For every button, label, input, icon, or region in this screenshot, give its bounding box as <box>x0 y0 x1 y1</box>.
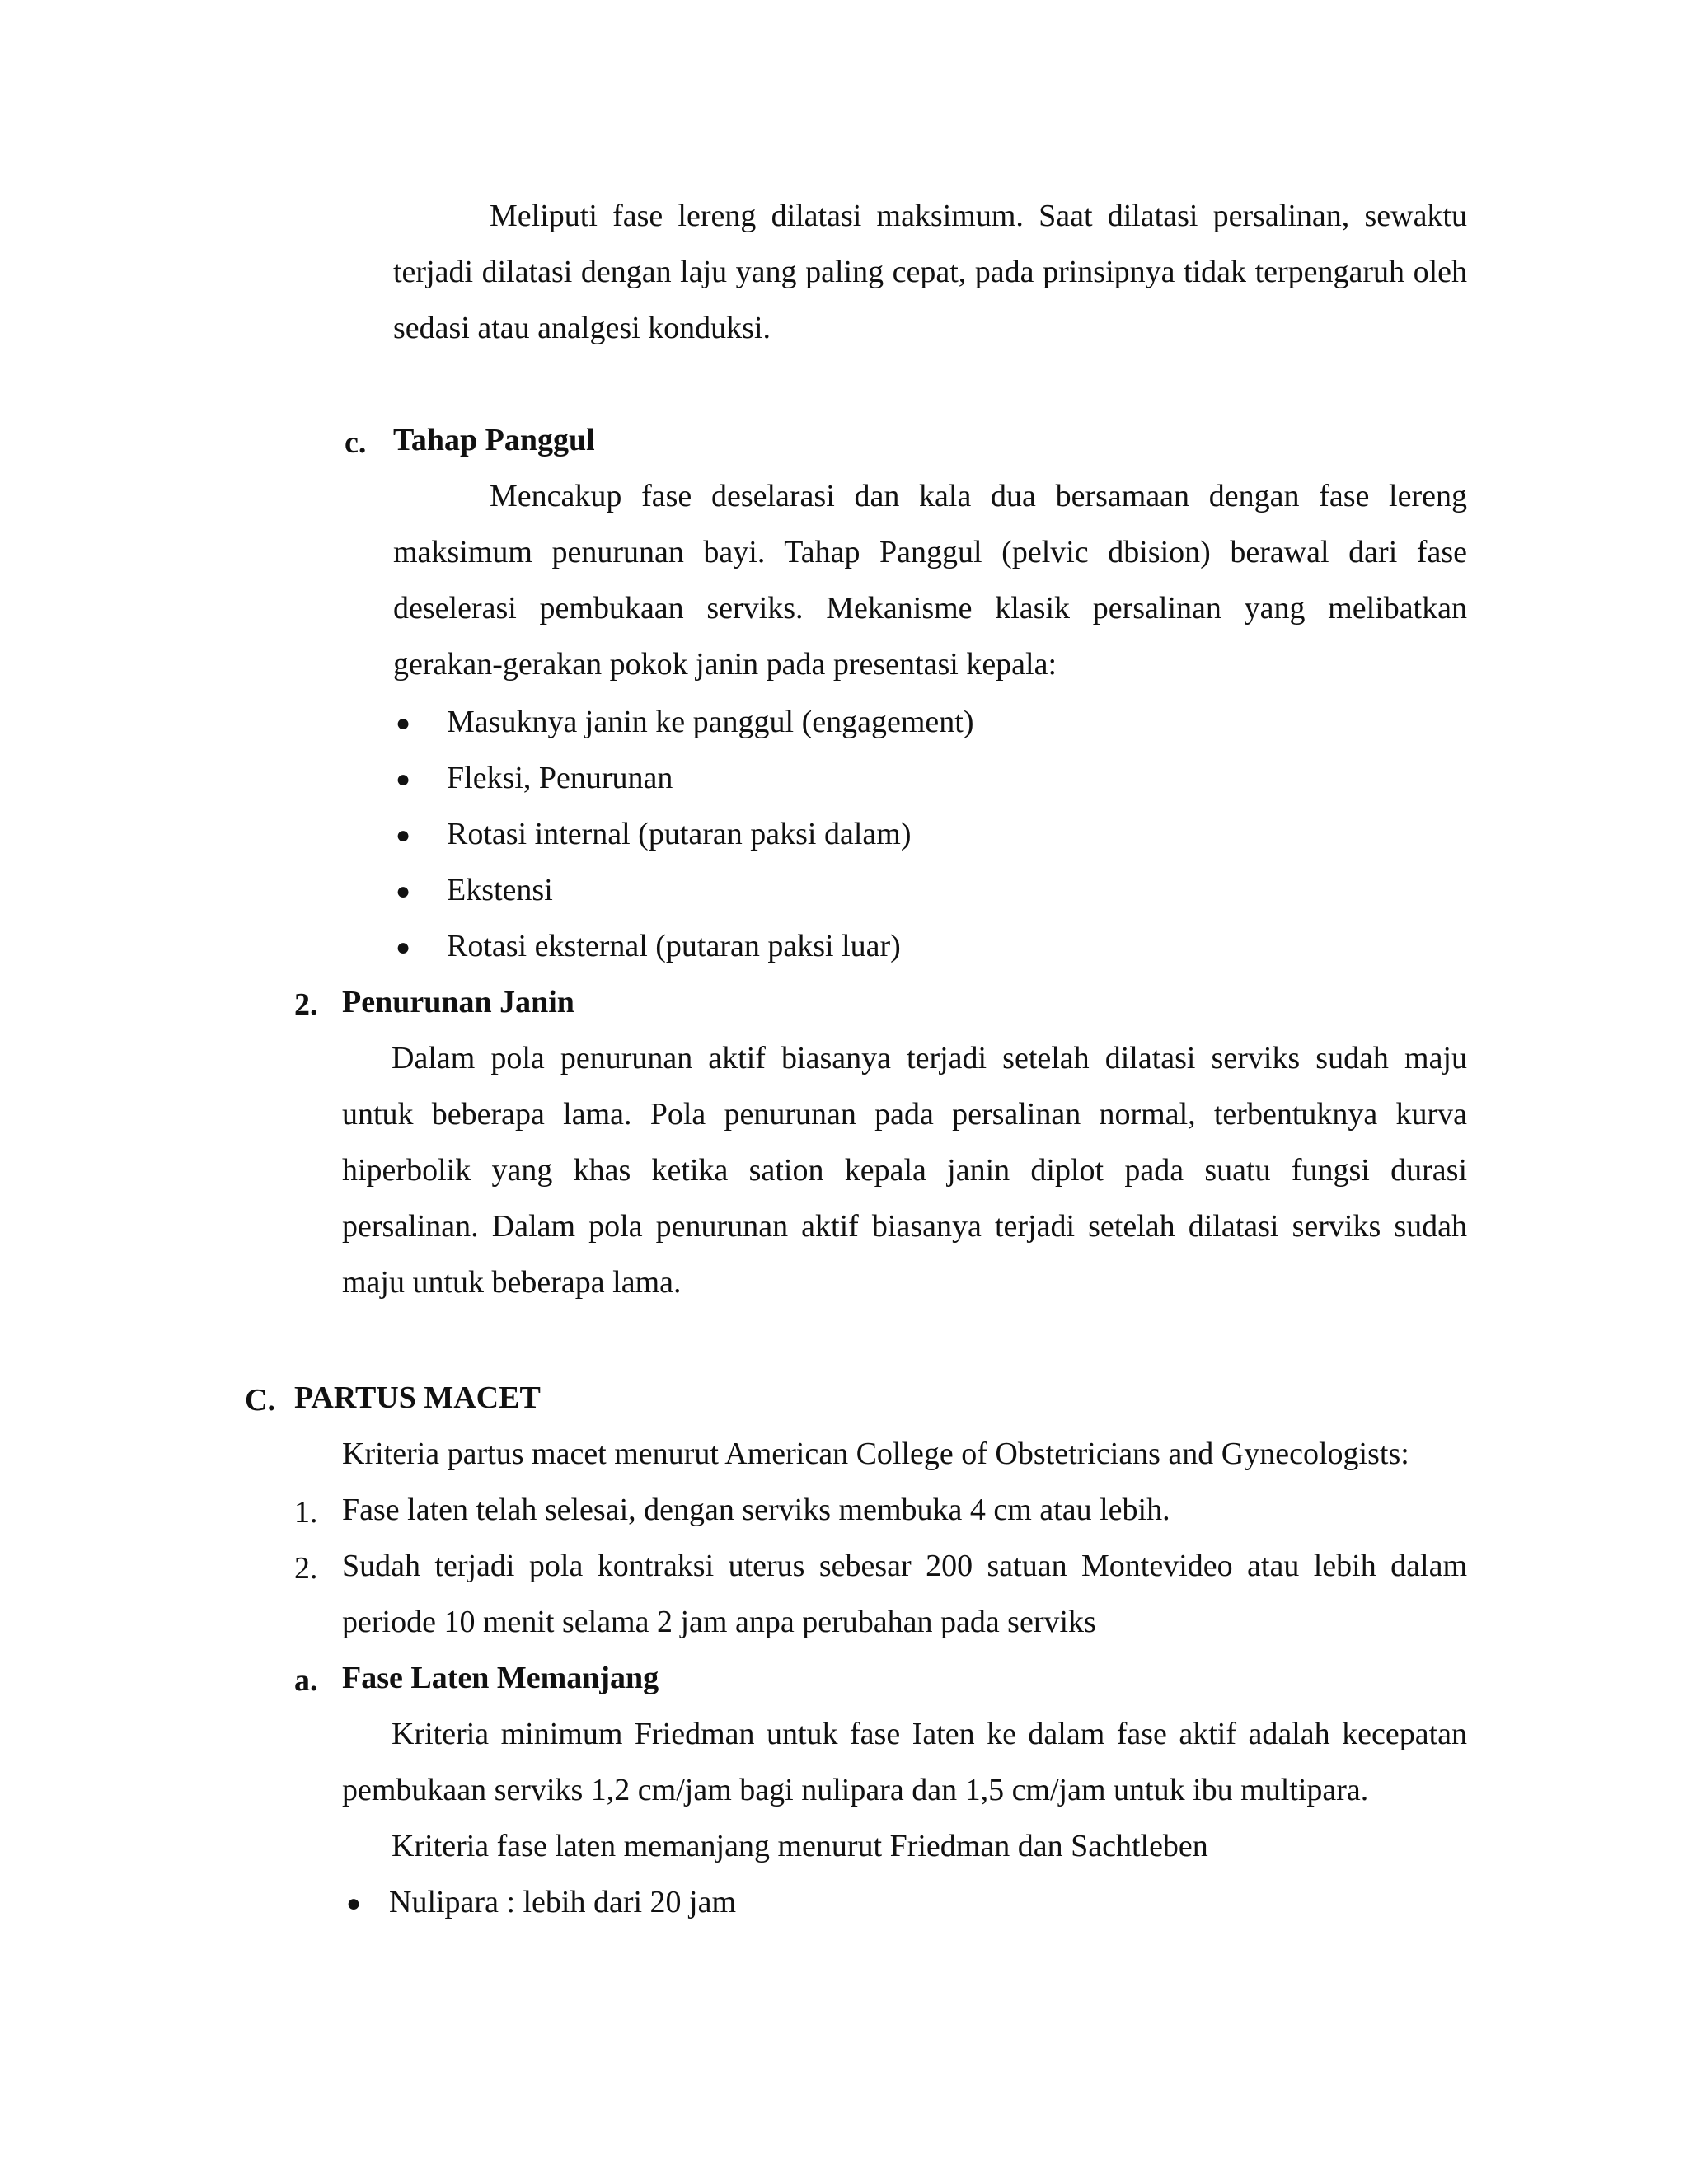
bullet-text: Masuknya janin ke panggul (engagement) <box>447 705 974 739</box>
bullet-icon: ● <box>396 710 411 737</box>
section-2-title: Penurunan Janin <box>342 985 574 1019</box>
section-C-title: PARTUS MACET <box>294 1380 541 1415</box>
paragraph-kriteria-friedman: Kriteria minimum Friedman untuk fase Iaten ke dalam fase aktif adalah kecepatan pembukaan serviks 1,2 cm/jam bagi nulipara dan 1,5 cm/jam untuk ibu multipara. <box>342 1717 1467 1807</box>
bullet-icon: ● <box>396 878 411 905</box>
partus-macet-intro: Kriteria partus macet menurut American College of Obstetricians and Gynecologists: <box>342 1436 1409 1471</box>
paragraph-kriteria-fase-laten: Kriteria fase laten memanjang menurut Friedman dan Sachtleben <box>392 1829 1208 1863</box>
bullet-text: Ekstensi <box>447 873 553 907</box>
section-2-marker: 2. <box>294 987 318 1022</box>
bullet-icon: ● <box>396 766 411 793</box>
section-a-marker: a. <box>294 1663 318 1698</box>
bullet-text: Rotasi internal (putaran paksi dalam) <box>447 817 912 851</box>
section-c-marker: c. <box>345 425 367 460</box>
paragraph-fase-lereng: Meliputi fase lereng dilatasi maksimum. Saat dilatasi persalinan, sewaktu terjadi dilatasi dengan laju yang paling cepat, pada prinsipnya tidak terpengaruh oleh sedasi atau analgesi konduksi. <box>393 199 1467 345</box>
paragraph-tahap-panggul: Mencakup fase deselarasi dan kala dua bersamaan dengan fase lereng maksimum penurunan bayi. Tahap Panggul (pelvic dbision) berawal dari fase deselerasi pembukaan serviks. Mekanisme klasik persalinan yang melibatkan gerakan-gerakan pokok janin pada presentasi kepala: <box>393 479 1467 682</box>
item-number: 1. <box>294 1495 318 1530</box>
section-C-marker: C. <box>245 1383 275 1418</box>
bullet-icon: ● <box>396 822 411 849</box>
item-text: Sudah terjadi pola kontraksi uterus sebesar 200 satuan Montevideo atau lebih dalam periode 10 menit selama 2 jam anpa perubahan pada serviks <box>342 1549 1467 1639</box>
bullet-text: Rotasi eksternal (putaran paksi luar) <box>447 929 901 963</box>
item-number: 2. <box>294 1551 318 1586</box>
item-text: Fase laten telah selesai, dengan serviks membuka 4 cm atau lebih. <box>342 1493 1170 1527</box>
bullet-icon: ● <box>346 1890 362 1917</box>
section-a-title: Fase Laten Memanjang <box>342 1661 659 1695</box>
bullet-text: Fleksi, Penurunan <box>447 761 673 795</box>
bullet-icon: ● <box>396 934 411 961</box>
section-c-title: Tahap Panggul <box>393 423 595 457</box>
paragraph-penurunan-janin: Dalam pola penurunan aktif biasanya terjadi setelah dilatasi serviks sudah maju untuk beberapa lama. Pola penurunan pada persalinan normal, terbentuknya kurva hiperbolik yang khas ketika sation kepala janin diplot pada suatu fungsi durasi persalinan. Dalam pola penurunan aktif biasanya terjadi setelah dilatasi serviks sudah maju untuk beberapa lama. <box>342 1041 1467 1300</box>
bullet-text: Nulipara : lebih dari 20 jam <box>389 1885 737 1919</box>
